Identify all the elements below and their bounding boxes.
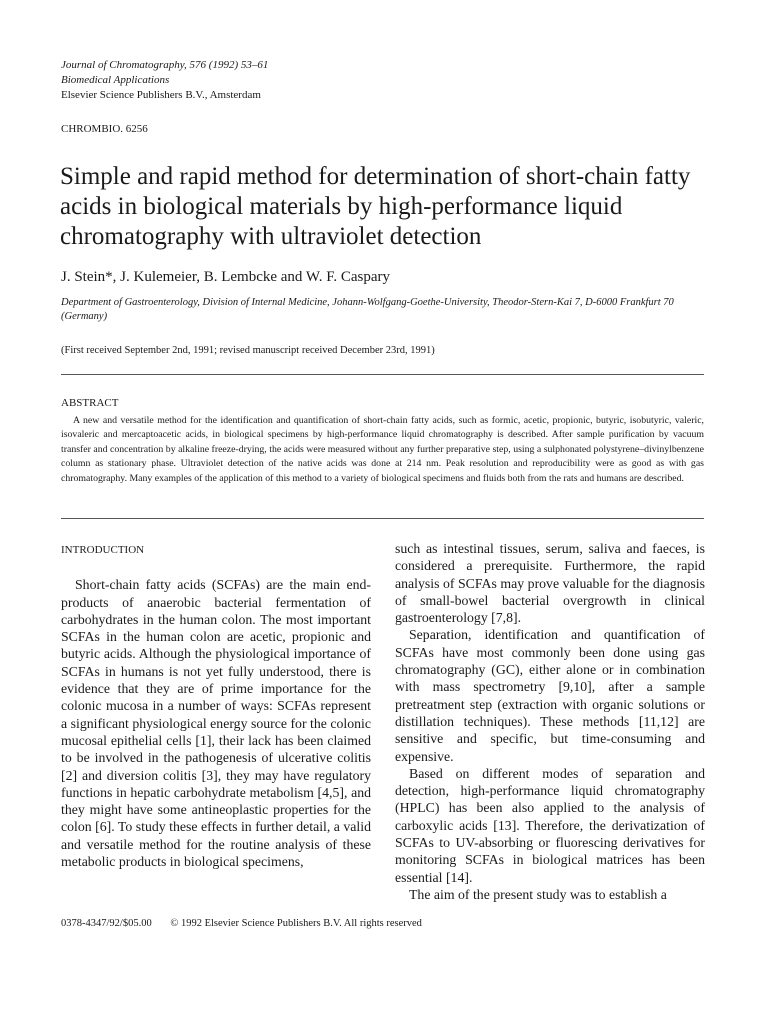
intro-paragraph-1-continued: such as intestinal tissues, serum, saliva and faeces, is considered a prerequisite. Furthermore, the rapid analysis of SCFAs may prove valuable for the diagnosis of small-bowel bacterial overgrowth in clinical gastroenterology [7,8].	[395, 541, 705, 626]
intro-paragraph-1: Short-chain fatty acids (SCFAs) are the main end-products of anaerobic bacterial fermentation of carbohydrates in the human colon. The most important SCFAs in the human colon are acetic, propionic and butyric acids. Although the physiological importance of SCFAs in humans is not yet fully understood, there is evidence that they are of prime importance for the colonic mucosa in a number of ways: SCFAs represent a significant physiological energy source for the colonic mucosal epithelial cells [1], their lack has been claimed to be involved in the pathogenesis of ulcerative colitis [2] and diversion colitis [3], they may have regulatory functions in hepatic carbohydrate metabolism [4,5], and they might have some antineoplastic properties for the colon [6]. To study these effects in further detail, a valid and versatile method for the routine analysis of these metabolic products in biological specimens,	[61, 577, 371, 870]
body-column-left	[61, 540, 371, 870]
intro-paragraph-3: Based on different modes of separation and detection, high-performance liquid chromatography (HPLC) has been also applied to the analysis of carboxylic acids [13]. Therefore, the derivatization of SCFAs to UV-absorbing or fluorescing derivatives for monitoring SCFAs in biological matrices has been essential [14].	[395, 765, 705, 885]
journal-section: Biomedical Applications	[61, 74, 170, 86]
issn-code: 0378-4347/92/$05.00	[61, 918, 152, 929]
author-list: J. Stein*, J. Kulemeier, B. Lembcke and W. F. Caspary	[61, 269, 390, 285]
intro-paragraph-4: The aim of the present study was to establish a	[409, 886, 667, 902]
divider-top	[61, 374, 704, 375]
paper-title: Simple and rapid method for determination of short-chain fatty acids in biological materials by high-performance liquid chromatography with ultraviolet detection	[60, 163, 691, 250]
abstract-heading: ABSTRACT	[61, 397, 119, 409]
divider-bottom	[61, 518, 704, 519]
received-dates: (First received September 2nd, 1991; revised manuscript received December 23rd, 1991)	[61, 345, 435, 356]
intro-paragraph-2: Separation, identification and quantification of SCFAs have most commonly been done using gas chromatography (GC), either alone or in combination with mass spectrometry [9,10], after a sample pretreatment step (extraction with organic solutions or distillation techniques). These methods [11,12] are sensitive and specific, but time-consuming and expensive.	[395, 627, 705, 764]
publisher-line: Elsevier Science Publishers B.V., Amsterdam	[61, 89, 261, 101]
abstract-text: A new and versatile method for the identification and quantification of short-chain fatty acids, such as formic, acetic, propionic, butyric, isobutyric, valeric, isovaleric and mercaptoacetic acids, in biological specimens by high-performance liquid chromatography is described. After sample purification by vacuum transfer and concentration by alkaline freeze-drying, the acids were measured without any further preparative step, using a sulphonated polystyrene–divinylbenzene column as stationary phase. Ultraviolet detection of the native acids was done at 214 nm. Peak resolution and reproducibility were as good as with gas chromatography. Many examples of the application of this method to a variety of biological specimens and fluids both from the rats and humans are described.	[61, 415, 704, 484]
journal-citation: Journal of Chromatography, 576 (1992) 53–61	[61, 59, 269, 71]
journal-header	[61, 58, 268, 103]
article-code: CHROMBIO. 6256	[61, 123, 148, 135]
affiliation: Department of Gastroenterology, Division of Internal Medicine, Johann-Wolfgang-Goethe-University, Theodor-Stern-Kai 7, D-6000 Frankfurt 70 (Germany)	[61, 297, 674, 322]
copyright-notice: © 1992 Elsevier Science Publishers B.V. All rights reserved	[170, 918, 422, 929]
body-column-right	[395, 540, 705, 903]
introduction-heading: INTRODUCTION	[61, 544, 145, 556]
page-footer	[61, 918, 438, 929]
